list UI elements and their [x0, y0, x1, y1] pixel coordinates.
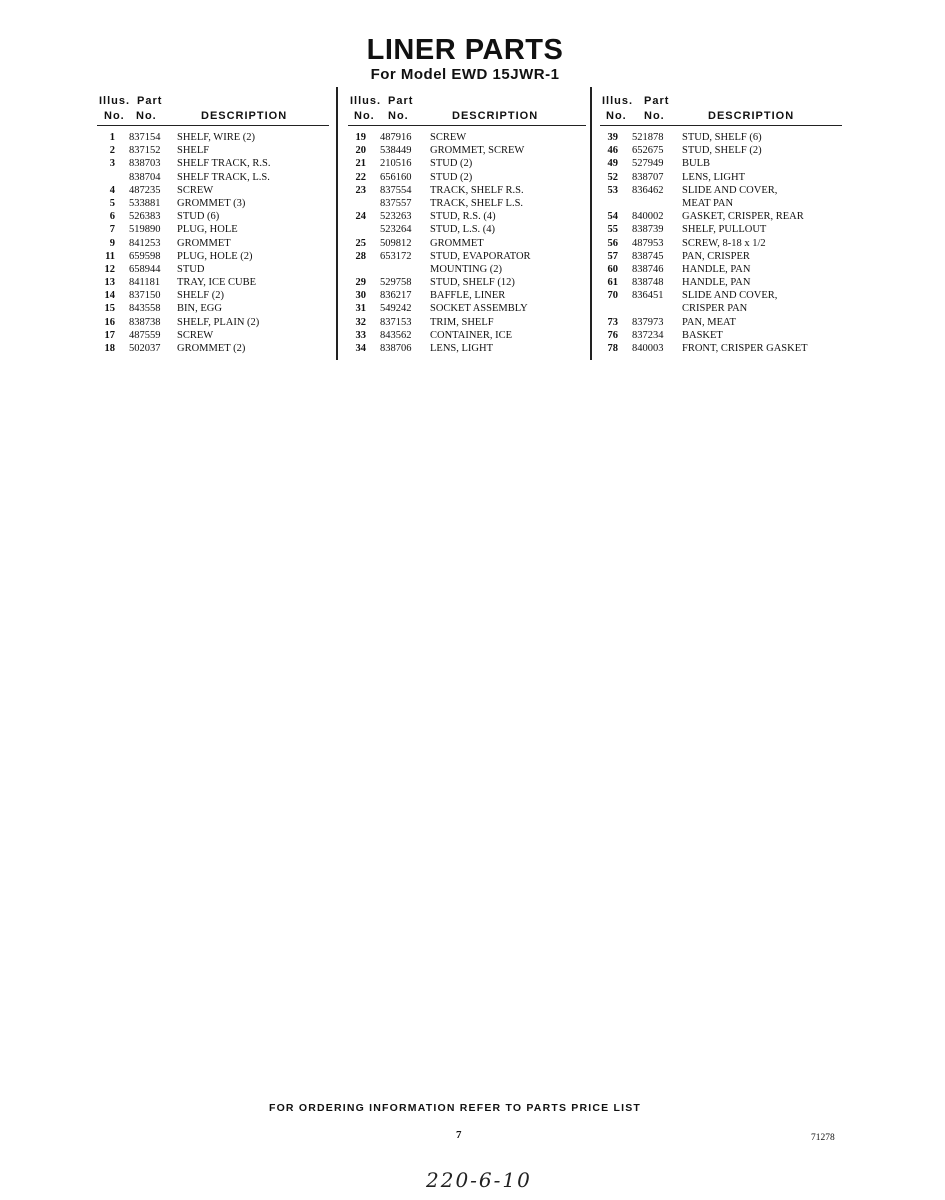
illus-number: 55 [607, 224, 618, 236]
part-description: GROMMET, SCREW [430, 145, 525, 157]
part-number: 652675 [632, 145, 664, 157]
part-row [348, 289, 586, 302]
parts-column-3 [600, 95, 842, 355]
description-label: DESCRIPTION [708, 110, 795, 122]
part-row [348, 263, 586, 276]
ordering-note: FOR ORDERING INFORMATION REFER TO PARTS PRICE LIST [268, 1102, 642, 1114]
part-number: 837557 [380, 197, 412, 209]
page-number: 7 [456, 1129, 462, 1141]
part-row [348, 237, 586, 250]
illus-number: 1 [109, 132, 115, 143]
part-number: 838703 [129, 158, 161, 170]
part-number: 502037 [129, 343, 161, 354]
part-number: 487953 [632, 237, 664, 249]
part-row [348, 184, 586, 197]
part-row [600, 342, 842, 355]
part-number: 837153 [380, 316, 412, 328]
illus-number: 14 [104, 290, 115, 302]
illus-number: 12 [104, 263, 115, 275]
part-row [600, 329, 842, 342]
part-no-label: No. [136, 110, 157, 122]
part-row [97, 223, 329, 236]
parts-column-2 [348, 95, 586, 355]
illus-number: 57 [607, 250, 618, 262]
part-number: 838704 [129, 171, 161, 183]
illus-label: Illus. [99, 95, 131, 107]
parts-list [600, 131, 842, 355]
part-description: STUD, R.S. (4) [430, 211, 496, 223]
part-number: 838707 [632, 171, 664, 183]
part-description: GROMMET [177, 237, 231, 249]
illus-number: 73 [607, 316, 618, 328]
illus-number: 54 [607, 211, 618, 223]
part-description: STUD (2) [430, 158, 473, 170]
part-description: SHELF TRACK, L.S. [177, 171, 270, 183]
part-row [348, 329, 586, 342]
page-title: LINER PARTS [366, 34, 564, 66]
illus-number: 7 [109, 224, 115, 236]
illus-number: 15 [104, 303, 115, 315]
illus-number: 70 [607, 290, 618, 302]
part-description: SHELF [177, 145, 210, 157]
part-description: CONTAINER, ICE [430, 329, 512, 341]
part-description: HANDLE, PAN [682, 277, 751, 289]
part-description: PAN, CRISPER [682, 250, 750, 262]
illus-number: 56 [607, 237, 618, 249]
part-row [97, 131, 329, 144]
illus-number: 22 [355, 171, 366, 183]
illus-number: 24 [355, 211, 366, 223]
illus-number: 21 [355, 158, 366, 170]
part-description: SHELF TRACK, R.S. [177, 158, 271, 170]
column-header [348, 95, 586, 126]
illus-number: 29 [355, 277, 366, 289]
illus-number: 33 [355, 329, 366, 341]
part-row [97, 157, 329, 170]
description-label: DESCRIPTION [452, 110, 539, 122]
part-description: PAN, MEAT [682, 316, 736, 328]
part-description: GROMMET [430, 237, 484, 249]
part-number: 519890 [129, 224, 161, 236]
illus-number: 31 [355, 303, 366, 315]
part-row [600, 210, 842, 223]
part-row [348, 171, 586, 184]
part-description: BASKET [682, 329, 723, 341]
part-row [348, 276, 586, 289]
part-number: 837234 [632, 329, 664, 341]
part-number: 487916 [380, 132, 412, 143]
illus-number: 2 [109, 145, 115, 157]
part-row [97, 302, 329, 315]
part-description: STUD, EVAPORATOR [430, 250, 531, 262]
part-description: STUD [177, 263, 205, 275]
description-label: DESCRIPTION [201, 110, 288, 122]
part-number: 549242 [380, 303, 412, 315]
column-header [97, 95, 329, 126]
part-number: 838748 [632, 277, 664, 289]
part-description: BULB [682, 158, 711, 170]
part-number: 659598 [129, 250, 161, 262]
part-description: GROMMET (3) [177, 197, 246, 209]
part-description: BAFFLE, LINER [430, 290, 506, 302]
part-row [97, 276, 329, 289]
parts-list [97, 131, 329, 355]
part-row [97, 184, 329, 197]
part-row [348, 342, 586, 355]
column-divider [590, 87, 592, 360]
illus-number: 60 [607, 263, 618, 275]
part-number: 838746 [632, 263, 664, 275]
part-row [348, 131, 586, 144]
part-number: 836451 [632, 290, 664, 302]
part-number: 841181 [129, 277, 161, 289]
part-description: BIN, EGG [177, 303, 222, 315]
part-description: SHELF, PULLOUT [682, 224, 767, 236]
part-number: 837152 [129, 145, 161, 157]
part-number: 837973 [632, 316, 664, 328]
part-number: 843562 [380, 329, 412, 341]
part-row [600, 289, 842, 302]
part-row [600, 157, 842, 170]
part-no-label: No. [388, 110, 409, 122]
part-number: 538449 [380, 145, 412, 157]
part-number: 838739 [632, 224, 664, 236]
illus-number: 32 [355, 316, 366, 328]
part-row [600, 237, 842, 250]
illus-number: 28 [355, 250, 366, 262]
part-number: 521878 [632, 132, 664, 143]
part-row [97, 197, 329, 210]
part-row [600, 171, 842, 184]
part-row [348, 210, 586, 223]
part-description: STUD, L.S. (4) [430, 224, 496, 236]
part-number: 658944 [129, 263, 161, 275]
illus-number: 17 [104, 329, 115, 341]
part-row [348, 316, 586, 329]
part-row [600, 302, 842, 315]
part-description: SHELF (2) [177, 290, 224, 302]
part-description: MOUNTING (2) [430, 263, 503, 275]
part-description: SLIDE AND COVER, [682, 290, 778, 302]
part-row [348, 250, 586, 263]
part-number: 838706 [380, 343, 412, 354]
part-row [97, 171, 329, 184]
part-number: 487235 [129, 184, 161, 196]
part-label: Part [137, 95, 163, 107]
illus-number: 16 [104, 316, 115, 328]
part-number: 487559 [129, 329, 161, 341]
part-description: STUD, SHELF (12) [430, 277, 515, 289]
illus-number: 5 [109, 197, 115, 209]
illus-number: 52 [607, 171, 618, 183]
part-number: 526383 [129, 211, 161, 223]
illus-number: 61 [607, 277, 618, 289]
part-number: 837154 [129, 132, 161, 143]
part-number: 509812 [380, 237, 412, 249]
part-row [348, 223, 586, 236]
illus-no-label: No. [104, 110, 125, 122]
part-row [97, 289, 329, 302]
part-row [600, 223, 842, 236]
illus-number: 19 [355, 132, 366, 143]
illus-label: Illus. [602, 95, 634, 107]
part-row [600, 263, 842, 276]
part-description: TRIM, SHELF [430, 316, 494, 328]
handwritten-note: 220-6-10 [426, 1168, 532, 1192]
illus-number: 3 [109, 158, 115, 170]
part-row [600, 197, 842, 210]
illus-number: 49 [607, 158, 618, 170]
part-number: 840003 [632, 343, 664, 354]
part-description: SCREW [177, 184, 214, 196]
part-number: 523263 [380, 211, 412, 223]
part-row [600, 184, 842, 197]
part-description: GASKET, CRISPER, REAR [682, 211, 804, 223]
column-header [600, 95, 842, 126]
part-row [97, 250, 329, 263]
illus-number: 11 [105, 250, 115, 262]
illus-number: 20 [355, 145, 366, 157]
part-row [97, 237, 329, 250]
part-description: LENS, LIGHT [430, 343, 493, 354]
part-description: SOCKET ASSEMBLY [430, 303, 528, 315]
illus-number: 39 [607, 132, 618, 143]
part-number: 843558 [129, 303, 161, 315]
part-number: 837554 [380, 184, 412, 196]
illus-number: 6 [109, 211, 115, 223]
part-description: LENS, LIGHT [682, 171, 745, 183]
part-number: 840002 [632, 211, 664, 223]
part-number: 523264 [380, 224, 412, 236]
part-no-label: No. [644, 110, 665, 122]
part-row [600, 316, 842, 329]
part-number: 841253 [129, 237, 161, 249]
illus-number: 53 [607, 184, 618, 196]
part-row [600, 276, 842, 289]
part-description: TRACK, SHELF L.S. [430, 197, 524, 209]
parts-column-1 [97, 95, 329, 355]
part-number: 527949 [632, 158, 664, 170]
part-description: FRONT, CRISPER GASKET [682, 343, 808, 354]
illus-number: 78 [607, 343, 618, 354]
illus-label: Illus. [350, 95, 382, 107]
illus-number: 30 [355, 290, 366, 302]
part-description: STUD (2) [430, 171, 473, 183]
illus-no-label: No. [354, 110, 375, 122]
part-number: 533881 [129, 197, 161, 209]
part-description: CRISPER PAN [682, 303, 748, 315]
part-row [600, 144, 842, 157]
part-description: HANDLE, PAN [682, 263, 751, 275]
illus-number: 13 [104, 277, 115, 289]
illus-number: 25 [355, 237, 366, 249]
part-description: MEAT PAN [682, 197, 734, 209]
part-description: PLUG, HOLE [177, 224, 238, 236]
part-row [97, 210, 329, 223]
part-row [97, 329, 329, 342]
part-label: Part [388, 95, 414, 107]
illus-number: 4 [109, 184, 115, 196]
part-description: GROMMET (2) [177, 343, 246, 354]
part-row [97, 263, 329, 276]
document-number: 71278 [811, 1133, 835, 1143]
part-row [348, 302, 586, 315]
column-divider [336, 87, 338, 360]
part-row [97, 342, 329, 355]
illus-number: 9 [109, 237, 115, 249]
illus-number: 76 [607, 329, 618, 341]
part-description: SHELF, WIRE (2) [177, 132, 256, 143]
part-description: SCREW [177, 329, 214, 341]
part-row [348, 157, 586, 170]
part-description: STUD (6) [177, 211, 220, 223]
part-number: 836217 [380, 290, 412, 302]
part-row [97, 144, 329, 157]
part-number: 210516 [380, 158, 412, 170]
part-description: SLIDE AND COVER, [682, 184, 778, 196]
part-description: SCREW [430, 132, 467, 143]
part-number: 838738 [129, 316, 161, 328]
part-number: 529758 [380, 277, 412, 289]
part-number: 837150 [129, 290, 161, 302]
part-description: SHELF, PLAIN (2) [177, 316, 260, 328]
illus-number: 18 [104, 343, 115, 354]
part-row [348, 197, 586, 210]
part-description: TRAY, ICE CUBE [177, 277, 257, 289]
illus-number: 23 [355, 184, 366, 196]
part-description: TRACK, SHELF R.S. [430, 184, 524, 196]
part-number: 836462 [632, 184, 664, 196]
illus-number: 34 [355, 343, 366, 354]
part-description: STUD, SHELF (2) [682, 145, 762, 157]
part-row [600, 131, 842, 144]
parts-list [348, 131, 586, 355]
part-number: 838745 [632, 250, 664, 262]
illus-number: 46 [607, 145, 618, 157]
part-row [97, 316, 329, 329]
part-description: STUD, SHELF (6) [682, 132, 762, 143]
illus-no-label: No. [606, 110, 627, 122]
part-description: PLUG, HOLE (2) [177, 250, 253, 262]
part-number: 653172 [380, 250, 412, 262]
part-row [600, 250, 842, 263]
part-label: Part [644, 95, 670, 107]
part-row [348, 144, 586, 157]
model-subtitle: For Model EWD 15JWR-1 [370, 66, 560, 83]
part-number: 656160 [380, 171, 412, 183]
part-description: SCREW, 8-18 x 1/2 [682, 237, 766, 249]
